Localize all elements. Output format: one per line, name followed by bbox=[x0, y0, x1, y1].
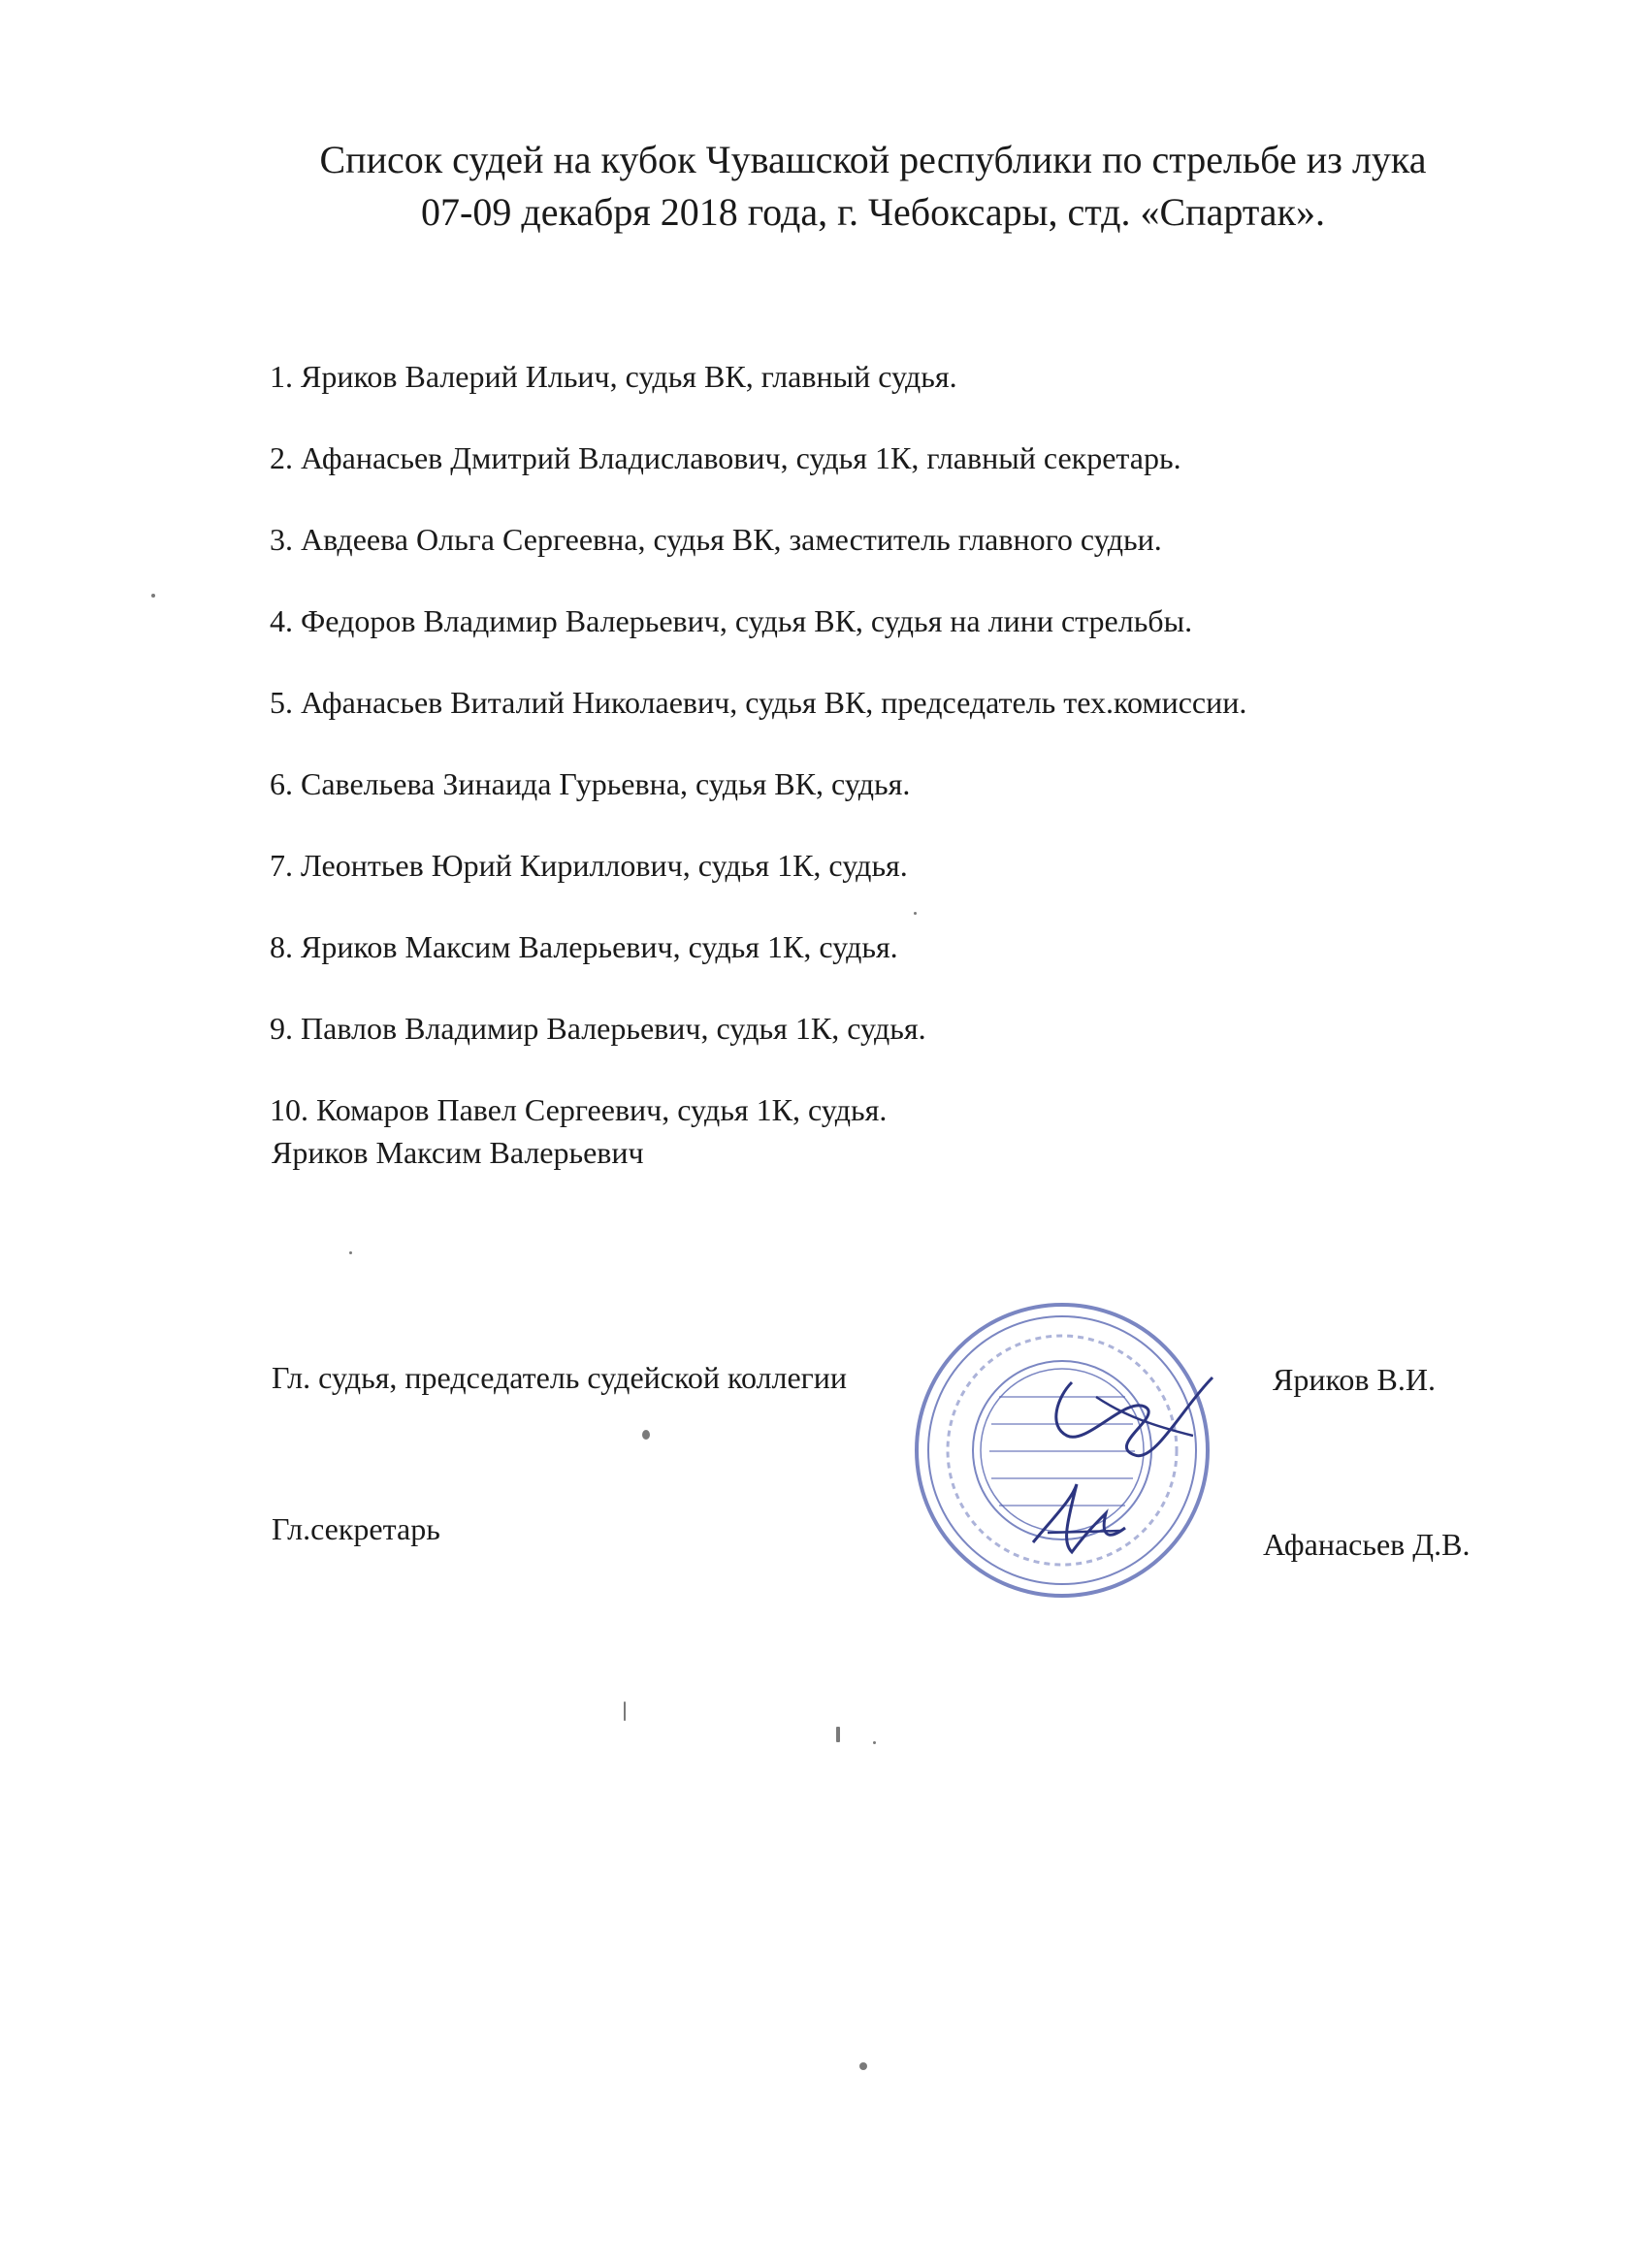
chief-judge-name: Яриков В.И. bbox=[1273, 1362, 1436, 1397]
judges-list bbox=[270, 357, 1246, 1172]
official-stamp bbox=[902, 1290, 1222, 1610]
secretary-name: Афанасьев Д.В. bbox=[1263, 1527, 1471, 1562]
list-item: 2. Афанасьев Дмитрий Владиславович, судья 1К, главный секретарь. bbox=[270, 440, 1181, 475]
document-title bbox=[194, 134, 1552, 239]
title-line-1: Список судей на кубок Чувашской республики по стрельбе из лука bbox=[319, 138, 1427, 181]
chief-judge-role: Гл. судья, председатель судейской коллегии bbox=[272, 1360, 848, 1395]
title-line-2: 07-09 декабря 2018 года, г. Чебоксары, стд. «Спартак». bbox=[421, 190, 1325, 234]
list-item: 7. Леонтьев Юрий Кириллович, судья 1К, судья. bbox=[270, 848, 908, 883]
list-item: 8. Яриков Максим Валерьевич, судья 1К, судья. bbox=[270, 929, 898, 964]
list-item: 1. Яриков Валерий Ильич, судья ВК, главный судья. bbox=[270, 359, 957, 394]
extra-name: Яриков Максим Валерьевич bbox=[272, 1135, 644, 1170]
secretary-role: Гл.секретарь bbox=[272, 1511, 440, 1546]
list-item: 10. Комаров Павел Сергеевич, судья 1К, судья. bbox=[270, 1092, 888, 1127]
list-item: 4. Федоров Владимир Валерьевич, судья ВК, судья на лини стрельбы. bbox=[270, 603, 1193, 638]
list-item: 3. Авдеева Ольга Сергеевна, судья ВК, заместитель главного судьи. bbox=[270, 522, 1162, 557]
list-item: 5. Афанасьев Виталий Николаевич, судья ВК, председатель тех.комиссии. bbox=[270, 685, 1247, 720]
list-item: 9. Павлов Владимир Валерьевич, судья 1К, судья. bbox=[270, 1011, 926, 1046]
list-item: 6. Савельева Зинаида Гурьевна, судья ВК, судья. bbox=[270, 766, 911, 801]
